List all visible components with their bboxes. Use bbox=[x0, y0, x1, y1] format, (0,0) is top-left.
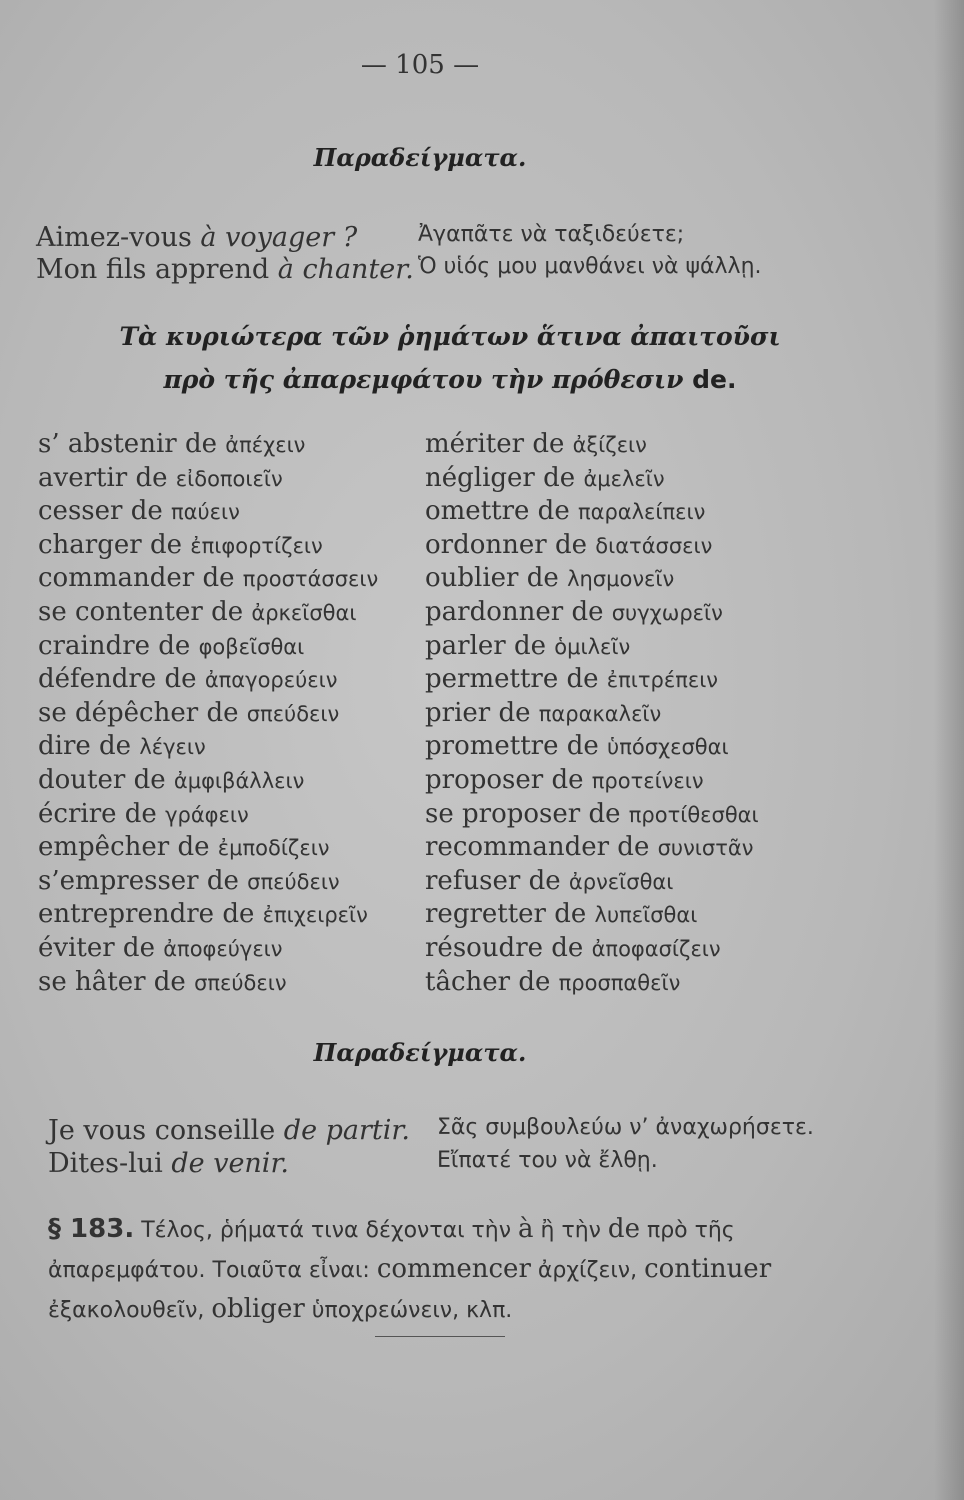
verb-entry: s’ abstenir de ἀπέχειν bbox=[38, 429, 306, 459]
verb-entry: promettre de ὑπόσχεσθαι bbox=[425, 731, 729, 762]
verb-entry: pardonner de συγχωρεῖν bbox=[425, 596, 723, 627]
example-fr-plain: Je vous conseille bbox=[48, 1115, 284, 1146]
example-gr-1: Ἀγαπᾶτε νὰ ταξιδεύετε; bbox=[418, 222, 685, 247]
verb-entry: omettre de παραλείπειν bbox=[425, 496, 706, 527]
verbs-left-column bbox=[38, 428, 378, 999]
verbs-title-line-2 bbox=[0, 365, 900, 394]
example-fr-italic: à voyager ? bbox=[200, 222, 358, 253]
page-number: — 105 — bbox=[360, 50, 480, 80]
verb-entry: commander de προστάσσειν bbox=[38, 563, 379, 594]
verbs-title-line-1: Τὰ κυριώτερα τῶν ῥημάτων ἅτινα ἀπαιτοῦσι bbox=[119, 322, 781, 351]
example2-fr-1 bbox=[48, 1115, 410, 1146]
verb-entry: résoudre de ἀποφασίζειν bbox=[425, 932, 721, 963]
verb-entry: permettre de ἐπιτρέπειν bbox=[425, 664, 719, 695]
verb-entry: se proposer de προτίθεσθαι bbox=[425, 798, 759, 829]
example2-gr-1: Σᾶς συμβουλεύω ν’ ἀναχωρήσετε. bbox=[437, 1115, 814, 1140]
example-gr-2: Ὁ υἱός μου μανθάνει νὰ ψάλλῃ. bbox=[418, 254, 762, 279]
verb-entry: mériter de ἀξίζειν bbox=[425, 429, 647, 459]
example-fr-italic: à chanter. bbox=[277, 254, 414, 285]
verb-entry: cesser de παύειν bbox=[38, 496, 240, 527]
verb-entry: douter de ἀμφιβάλλειν bbox=[38, 764, 305, 795]
verb-entry: regretter de λυπεῖσθαι bbox=[425, 899, 698, 930]
verb-entry: empêcher de ἐμποδίζειν bbox=[38, 832, 330, 863]
verb-entry: tâcher de προσπαθεῖν bbox=[425, 966, 681, 997]
verb-entry: craindre de φοβεῖσθαι bbox=[38, 630, 305, 661]
verb-entry: ordonner de διατάσσειν bbox=[425, 529, 713, 560]
verb-entry: oublier de λησμονεῖν bbox=[425, 563, 675, 594]
verb-entry: s’empresser de σπεύδειν bbox=[38, 865, 340, 896]
example-fr-plain: Aimez-vous bbox=[36, 222, 201, 253]
example-fr-2 bbox=[36, 254, 414, 285]
verb-entry: refuser de ἀρνεῖσθαι bbox=[425, 865, 674, 896]
verb-entry: éviter de ἀποφεύγειν bbox=[38, 932, 283, 963]
verb-entry: recommander de συνιστᾶν bbox=[425, 832, 754, 863]
example-fr-plain: Dites-lui bbox=[48, 1148, 172, 1179]
page-edge-shadow bbox=[934, 0, 964, 1500]
examples-heading-2: Παραδείγματα. bbox=[313, 1038, 527, 1067]
verb-entry: défendre de ἀπαγορεύειν bbox=[38, 664, 338, 695]
verb-entry: écrire de γράφειν bbox=[38, 798, 249, 829]
example2-gr-2: Εἴπατέ του νὰ ἔλθῃ. bbox=[437, 1148, 658, 1173]
example-fr-1 bbox=[36, 222, 357, 253]
example-fr-italic: de venir. bbox=[171, 1148, 289, 1179]
example2-fr-2 bbox=[48, 1148, 289, 1179]
verb-entry: parler de ὁμιλεῖν bbox=[425, 630, 631, 661]
verb-entry: prier de παρακαλεῖν bbox=[425, 697, 662, 728]
section-183-paragraph: § 183. Τέλος, ῥήματά τινα δέχονται τὴν à ἢ τὴν de πρὸ τῆς ἀπαρεμφάτου. Τοιαῦτα εἶναι: commencer ἀρχίζειν, continuer ἐξακολουθεῖν, obliger ὑποχρεώνειν, κλπ. bbox=[48, 1214, 772, 1324]
section-divider bbox=[375, 1336, 505, 1337]
verb-entry: se dépêcher de σπεύδειν bbox=[38, 697, 340, 728]
verb-entry: avertir de εἰδοποιεῖν bbox=[38, 462, 283, 493]
examples-heading: Παραδείγματα. bbox=[313, 143, 527, 172]
example-fr-plain: Mon fils apprend bbox=[36, 254, 278, 285]
verbs-right-column bbox=[425, 428, 759, 999]
verb-entry: se hâter de σπεύδειν bbox=[38, 966, 287, 997]
verb-entry: négliger de ἀμελεῖν bbox=[425, 462, 665, 493]
section-number: § 183. bbox=[48, 1214, 135, 1244]
verbs-title-greek: πρὸ τῆς ἀπαρεμφάτου τὴν πρόθεσιν bbox=[163, 365, 684, 394]
verb-entry: entreprendre de ἐπιχειρεῖν bbox=[38, 899, 368, 930]
verb-entry: se contenter de ἀρκεῖσθαι bbox=[38, 596, 357, 627]
verb-entry: charger de ἐπιφορτίζειν bbox=[38, 529, 323, 560]
verb-entry: proposer de προτείνειν bbox=[425, 764, 704, 795]
example-fr-italic: de partir. bbox=[283, 1115, 410, 1146]
verbs-title-de: de. bbox=[692, 365, 737, 394]
verb-entry: dire de λέγειν bbox=[38, 731, 206, 762]
